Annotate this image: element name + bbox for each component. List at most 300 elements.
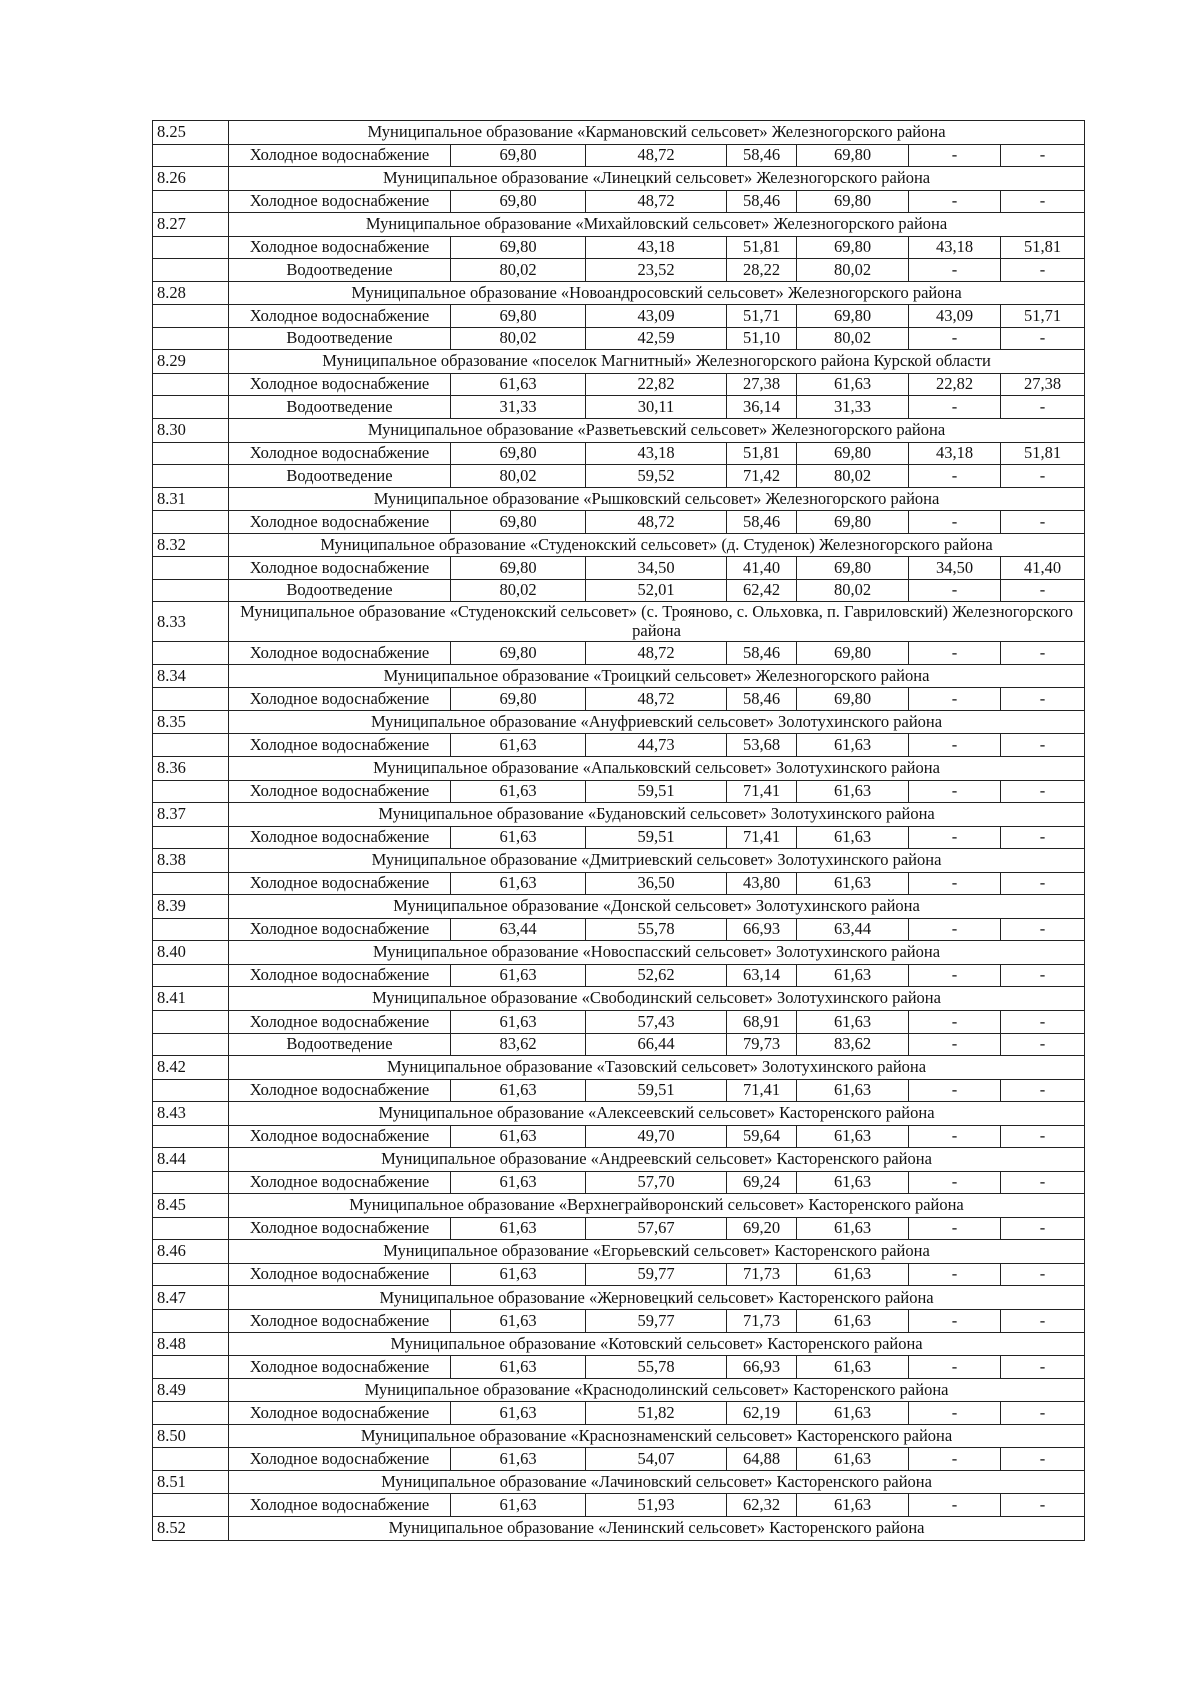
empty-number-cell xyxy=(153,734,229,757)
section-number: 8.39 xyxy=(153,895,229,919)
tariff-row xyxy=(153,964,1085,987)
empty-number-cell xyxy=(153,1217,229,1240)
tariff-value-cell: 69,80 xyxy=(797,144,909,167)
tariff-value-cell: 23,52 xyxy=(586,259,727,282)
empty-number-cell xyxy=(153,1079,229,1102)
tariff-value-cell: 69,80 xyxy=(797,442,909,465)
section-header-row xyxy=(153,849,1085,873)
tariff-value-cell: - xyxy=(909,190,1001,213)
tariff-value-cell: 61,63 xyxy=(797,1011,909,1034)
tariff-row xyxy=(153,826,1085,849)
tariff-row xyxy=(153,872,1085,895)
section-header-row xyxy=(153,487,1085,511)
section-header-row xyxy=(153,602,1085,642)
tariff-value-cell: 61,63 xyxy=(797,1310,909,1333)
section-number: 8.25 xyxy=(153,121,229,145)
municipality-title: Муниципальное образование «Разветьевский сельсовет» Железногорского района xyxy=(229,418,1085,442)
section-header-row xyxy=(153,1056,1085,1080)
tariff-row xyxy=(153,1079,1085,1102)
tariff-value-cell: 62,32 xyxy=(727,1494,797,1517)
tariff-row xyxy=(153,1125,1085,1148)
tariff-row xyxy=(153,144,1085,167)
tariff-value-cell: 61,63 xyxy=(797,1402,909,1425)
tariff-row xyxy=(153,442,1085,465)
municipality-title: Муниципальное образование «Михайловский сельсовет» Железногорского района xyxy=(229,213,1085,237)
tariff-value-cell: 48,72 xyxy=(586,144,727,167)
tariff-value-cell: 61,63 xyxy=(451,1079,586,1102)
tariff-row xyxy=(153,236,1085,259)
tariff-value-cell: 43,09 xyxy=(909,305,1001,328)
tariff-value-cell: - xyxy=(909,688,1001,711)
tariff-value-cell: - xyxy=(909,1217,1001,1240)
municipality-title: Муниципальное образование «Жерновецкий сельсовет» Касторенского района xyxy=(229,1286,1085,1310)
tariff-value-cell: 55,78 xyxy=(586,918,727,941)
service-name-cell: Холодное водоснабжение xyxy=(229,1125,451,1148)
section-header-row xyxy=(153,1148,1085,1172)
service-name-cell: Холодное водоснабжение xyxy=(229,1494,451,1517)
tariff-value-cell: 41,40 xyxy=(1001,557,1085,580)
tariff-value-cell: 61,63 xyxy=(797,1356,909,1379)
service-name-cell: Холодное водоснабжение xyxy=(229,442,451,465)
tariff-value-cell: 61,63 xyxy=(797,964,909,987)
service-name-cell: Холодное водоснабжение xyxy=(229,1310,451,1333)
tariff-value-cell: 30,11 xyxy=(586,396,727,419)
tariff-value-cell: - xyxy=(909,1125,1001,1148)
municipality-title: Муниципальное образование «Котовский сельсовет» Касторенского района xyxy=(229,1332,1085,1356)
tariff-value-cell: - xyxy=(1001,964,1085,987)
tariff-value-cell: 66,44 xyxy=(586,1033,727,1056)
tariff-row xyxy=(153,688,1085,711)
tariff-value-cell: 43,09 xyxy=(586,305,727,328)
tariff-value-cell: 69,80 xyxy=(797,305,909,328)
empty-number-cell xyxy=(153,964,229,987)
municipality-title: Муниципальное образование «Свободинский сельсовет» Золотухинского района xyxy=(229,987,1085,1011)
tariff-value-cell: - xyxy=(1001,511,1085,534)
section-header-row xyxy=(153,664,1085,688)
tariff-value-cell: 69,80 xyxy=(451,688,586,711)
tariff-row xyxy=(153,1356,1085,1379)
empty-number-cell xyxy=(153,190,229,213)
tariff-value-cell: - xyxy=(909,1356,1001,1379)
tariff-value-cell: 61,63 xyxy=(797,1079,909,1102)
tariff-value-cell: 59,52 xyxy=(586,465,727,488)
section-header-row xyxy=(153,418,1085,442)
tariff-table xyxy=(152,120,1085,1541)
tariff-value-cell: - xyxy=(1001,1033,1085,1056)
section-number: 8.50 xyxy=(153,1424,229,1448)
tariff-value-cell: 34,50 xyxy=(586,557,727,580)
service-name-cell: Водоотведение xyxy=(229,327,451,350)
tariff-value-cell: 66,93 xyxy=(727,918,797,941)
tariff-value-cell: - xyxy=(1001,396,1085,419)
empty-number-cell xyxy=(153,373,229,396)
tariff-row xyxy=(153,579,1085,602)
section-number: 8.44 xyxy=(153,1148,229,1172)
tariff-value-cell: - xyxy=(909,144,1001,167)
section-header-row xyxy=(153,1240,1085,1264)
empty-number-cell xyxy=(153,396,229,419)
tariff-value-cell: - xyxy=(909,1402,1001,1425)
tariff-row xyxy=(153,1171,1085,1194)
tariff-value-cell: - xyxy=(1001,465,1085,488)
tariff-value-cell: - xyxy=(1001,1079,1085,1102)
tariff-value-cell: 69,80 xyxy=(451,144,586,167)
service-name-cell: Холодное водоснабжение xyxy=(229,1448,451,1471)
tariff-value-cell: - xyxy=(909,1310,1001,1333)
tariff-value-cell: 69,80 xyxy=(451,236,586,259)
tariff-row xyxy=(153,1011,1085,1034)
tariff-row xyxy=(153,259,1085,282)
empty-number-cell xyxy=(153,1448,229,1471)
tariff-value-cell: 71,73 xyxy=(727,1310,797,1333)
empty-number-cell xyxy=(153,1125,229,1148)
tariff-value-cell: 61,63 xyxy=(451,1217,586,1240)
municipality-title: Муниципальное образование «Краснодолинский сельсовет» Касторенского района xyxy=(229,1378,1085,1402)
section-number: 8.48 xyxy=(153,1332,229,1356)
tariff-row xyxy=(153,1310,1085,1333)
tariff-value-cell: 61,63 xyxy=(797,373,909,396)
section-number: 8.33 xyxy=(153,602,229,642)
tariff-value-cell: 80,02 xyxy=(797,259,909,282)
tariff-value-cell: 80,02 xyxy=(451,579,586,602)
tariff-value-cell: 61,63 xyxy=(451,1011,586,1034)
tariff-value-cell: 69,80 xyxy=(451,557,586,580)
section-header-row xyxy=(153,1516,1085,1540)
tariff-value-cell: 36,50 xyxy=(586,872,727,895)
tariff-value-cell: 69,80 xyxy=(797,688,909,711)
municipality-title: Муниципальное образование «Тазовский сельсовет» Золотухинского района xyxy=(229,1056,1085,1080)
tariff-row xyxy=(153,327,1085,350)
service-name-cell: Холодное водоснабжение xyxy=(229,373,451,396)
municipality-title: Муниципальное образование «Линецкий сельсовет» Железногорского района xyxy=(229,167,1085,191)
tariff-value-cell: 61,63 xyxy=(797,872,909,895)
municipality-title: Муниципальное образование «Новоспасский сельсовет» Золотухинского района xyxy=(229,941,1085,965)
tariff-value-cell: 71,41 xyxy=(727,1079,797,1102)
tariff-value-cell: - xyxy=(909,872,1001,895)
tariff-value-cell: 22,82 xyxy=(586,373,727,396)
municipality-title: Муниципальное образование «Ануфриевский сельсовет» Золотухинского района xyxy=(229,710,1085,734)
municipality-title: Муниципальное образование «Андреевский сельсовет» Касторенского района xyxy=(229,1148,1085,1172)
tariff-value-cell: 42,59 xyxy=(586,327,727,350)
tariff-value-cell: 69,80 xyxy=(797,642,909,665)
tariff-value-cell: - xyxy=(909,826,1001,849)
empty-number-cell xyxy=(153,826,229,849)
tariff-row xyxy=(153,1494,1085,1517)
tariff-value-cell: - xyxy=(909,1079,1001,1102)
tariff-value-cell: 59,77 xyxy=(586,1263,727,1286)
tariff-value-cell: 54,07 xyxy=(586,1448,727,1471)
municipality-title: Муниципальное образование «Донской сельсовет» Золотухинского района xyxy=(229,895,1085,919)
tariff-value-cell: 55,78 xyxy=(586,1356,727,1379)
tariff-value-cell: 61,63 xyxy=(451,872,586,895)
empty-number-cell xyxy=(153,1310,229,1333)
tariff-value-cell: 57,43 xyxy=(586,1011,727,1034)
section-header-row xyxy=(153,281,1085,305)
tariff-value-cell: 61,63 xyxy=(451,734,586,757)
tariff-value-cell: 58,46 xyxy=(727,642,797,665)
tariff-value-cell: - xyxy=(909,1033,1001,1056)
tariff-value-cell: 61,63 xyxy=(797,1494,909,1517)
service-name-cell: Холодное водоснабжение xyxy=(229,1402,451,1425)
section-number: 8.37 xyxy=(153,803,229,827)
empty-number-cell xyxy=(153,642,229,665)
tariff-value-cell: 62,42 xyxy=(727,579,797,602)
tariff-value-cell: 69,80 xyxy=(451,305,586,328)
service-name-cell: Холодное водоснабжение xyxy=(229,826,451,849)
service-name-cell: Холодное водоснабжение xyxy=(229,688,451,711)
tariff-value-cell: 71,41 xyxy=(727,826,797,849)
section-header-row xyxy=(153,895,1085,919)
tariff-value-cell: 44,73 xyxy=(586,734,727,757)
section-number: 8.43 xyxy=(153,1102,229,1126)
tariff-value-cell: 80,02 xyxy=(451,465,586,488)
tariff-value-cell: 31,33 xyxy=(797,396,909,419)
empty-number-cell xyxy=(153,918,229,941)
tariff-row xyxy=(153,465,1085,488)
tariff-value-cell: 58,46 xyxy=(727,144,797,167)
tariff-value-cell: 51,71 xyxy=(1001,305,1085,328)
tariff-row xyxy=(153,642,1085,665)
tariff-value-cell: 43,80 xyxy=(727,872,797,895)
municipality-title: Муниципальное образование «Егорьевский сельсовет» Касторенского района xyxy=(229,1240,1085,1264)
empty-number-cell xyxy=(153,1171,229,1194)
service-name-cell: Холодное водоснабжение xyxy=(229,918,451,941)
empty-number-cell xyxy=(153,780,229,803)
section-number: 8.41 xyxy=(153,987,229,1011)
tariff-row xyxy=(153,190,1085,213)
tariff-value-cell: 61,63 xyxy=(451,1494,586,1517)
tariff-value-cell: - xyxy=(1001,872,1085,895)
tariff-value-cell: 43,18 xyxy=(586,442,727,465)
service-name-cell: Холодное водоснабжение xyxy=(229,1356,451,1379)
tariff-value-cell: 59,64 xyxy=(727,1125,797,1148)
tariff-value-cell: 83,62 xyxy=(451,1033,586,1056)
tariff-value-cell: 51,81 xyxy=(727,236,797,259)
tariff-value-cell: 59,77 xyxy=(586,1310,727,1333)
tariff-value-cell: - xyxy=(1001,780,1085,803)
tariff-value-cell: 79,73 xyxy=(727,1033,797,1056)
tariff-value-cell: 80,02 xyxy=(797,579,909,602)
section-header-row xyxy=(153,1332,1085,1356)
section-header-row xyxy=(153,1378,1085,1402)
tariff-value-cell: 61,63 xyxy=(451,1125,586,1148)
tariff-value-cell: 41,40 xyxy=(727,557,797,580)
tariff-row xyxy=(153,305,1085,328)
municipality-title: Муниципальное образование «Апальковский сельсовет» Золотухинского района xyxy=(229,756,1085,780)
tariff-value-cell: 52,01 xyxy=(586,579,727,602)
tariff-value-cell: - xyxy=(1001,688,1085,711)
tariff-value-cell: - xyxy=(1001,144,1085,167)
tariff-value-cell: 59,51 xyxy=(586,1079,727,1102)
tariff-value-cell: 34,50 xyxy=(909,557,1001,580)
tariff-value-cell: 48,72 xyxy=(586,190,727,213)
tariff-row xyxy=(153,557,1085,580)
tariff-value-cell: 61,63 xyxy=(451,1263,586,1286)
service-name-cell: Водоотведение xyxy=(229,579,451,602)
tariff-value-cell: 61,63 xyxy=(451,1171,586,1194)
tariff-value-cell: - xyxy=(1001,1402,1085,1425)
tariff-value-cell: - xyxy=(909,1011,1001,1034)
service-name-cell: Холодное водоснабжение xyxy=(229,642,451,665)
empty-number-cell xyxy=(153,1356,229,1379)
service-name-cell: Холодное водоснабжение xyxy=(229,511,451,534)
tariff-value-cell: 69,80 xyxy=(451,642,586,665)
tariff-value-cell: 28,22 xyxy=(727,259,797,282)
section-number: 8.45 xyxy=(153,1194,229,1218)
tariff-value-cell: 61,63 xyxy=(797,780,909,803)
tariff-value-cell: 80,02 xyxy=(451,327,586,350)
service-name-cell: Холодное водоснабжение xyxy=(229,305,451,328)
tariff-value-cell: - xyxy=(909,327,1001,350)
tariff-row xyxy=(153,1263,1085,1286)
tariff-value-cell: 58,46 xyxy=(727,688,797,711)
municipality-title: Муниципальное образование «Студенокский сельсовет» (с. Трояново, с. Ольховка, п. Гавриловский) Железногорского района xyxy=(229,602,1085,642)
service-name-cell: Водоотведение xyxy=(229,465,451,488)
tariff-value-cell: 48,72 xyxy=(586,642,727,665)
tariff-value-cell: - xyxy=(1001,1494,1085,1517)
tariff-value-cell: 61,63 xyxy=(797,734,909,757)
section-header-row xyxy=(153,803,1085,827)
municipality-title: Муниципальное образование «поселок Магнитный» Железногорского района Курской области xyxy=(229,350,1085,374)
municipality-title: Муниципальное образование «Ленинский сельсовет» Касторенского района xyxy=(229,1516,1085,1540)
tariff-value-cell: 48,72 xyxy=(586,511,727,534)
tariff-value-cell: - xyxy=(1001,1171,1085,1194)
tariff-row xyxy=(153,780,1085,803)
tariff-value-cell: - xyxy=(909,642,1001,665)
municipality-title: Муниципальное образование «Верхнеграйворонский сельсовет» Касторенского района xyxy=(229,1194,1085,1218)
tariff-value-cell: 59,51 xyxy=(586,780,727,803)
tariff-value-cell: - xyxy=(909,396,1001,419)
tariff-value-cell: 31,33 xyxy=(451,396,586,419)
tariff-value-cell: - xyxy=(909,734,1001,757)
tariff-value-cell: 69,80 xyxy=(797,190,909,213)
tariff-value-cell: - xyxy=(909,1171,1001,1194)
section-number: 8.26 xyxy=(153,167,229,191)
tariff-value-cell: 51,81 xyxy=(727,442,797,465)
empty-number-cell xyxy=(153,1402,229,1425)
service-name-cell: Холодное водоснабжение xyxy=(229,557,451,580)
tariff-value-cell: 62,19 xyxy=(727,1402,797,1425)
section-number: 8.38 xyxy=(153,849,229,873)
tariff-value-cell: - xyxy=(1001,1263,1085,1286)
tariff-value-cell: 71,42 xyxy=(727,465,797,488)
service-name-cell: Холодное водоснабжение xyxy=(229,1079,451,1102)
tariff-value-cell: 52,62 xyxy=(586,964,727,987)
tariff-value-cell: 61,63 xyxy=(451,1310,586,1333)
section-header-row xyxy=(153,121,1085,145)
tariff-value-cell: 71,41 xyxy=(727,780,797,803)
tariff-value-cell: 61,63 xyxy=(797,1171,909,1194)
tariff-row xyxy=(153,1402,1085,1425)
tariff-value-cell: 43,18 xyxy=(586,236,727,259)
tariff-value-cell: 69,80 xyxy=(451,442,586,465)
service-name-cell: Холодное водоснабжение xyxy=(229,144,451,167)
service-name-cell: Холодное водоснабжение xyxy=(229,964,451,987)
tariff-value-cell: 61,63 xyxy=(451,1448,586,1471)
section-header-row xyxy=(153,1470,1085,1494)
municipality-title: Муниципальное образование «Кармановский сельсовет» Железногорского района xyxy=(229,121,1085,145)
service-name-cell: Холодное водоснабжение xyxy=(229,1217,451,1240)
empty-number-cell xyxy=(153,144,229,167)
tariff-value-cell: 61,63 xyxy=(451,964,586,987)
service-name-cell: Холодное водоснабжение xyxy=(229,236,451,259)
empty-number-cell xyxy=(153,688,229,711)
tariff-value-cell: 51,93 xyxy=(586,1494,727,1517)
tariff-value-cell: - xyxy=(909,465,1001,488)
tariff-value-cell: 71,73 xyxy=(727,1263,797,1286)
section-header-row xyxy=(153,1102,1085,1126)
service-name-cell: Холодное водоснабжение xyxy=(229,1171,451,1194)
tariff-value-cell: - xyxy=(1001,190,1085,213)
section-number: 8.30 xyxy=(153,418,229,442)
section-number: 8.31 xyxy=(153,487,229,511)
section-number: 8.40 xyxy=(153,941,229,965)
section-header-row xyxy=(153,1286,1085,1310)
tariff-value-cell: 27,38 xyxy=(727,373,797,396)
tariff-value-cell: 57,67 xyxy=(586,1217,727,1240)
tariff-value-cell: - xyxy=(909,511,1001,534)
tariff-value-cell: 63,44 xyxy=(451,918,586,941)
empty-number-cell xyxy=(153,1494,229,1517)
tariff-row xyxy=(153,1217,1085,1240)
tariff-value-cell: - xyxy=(909,1494,1001,1517)
tariff-value-cell: - xyxy=(1001,1217,1085,1240)
tariff-value-cell: 68,91 xyxy=(727,1011,797,1034)
section-number: 8.28 xyxy=(153,281,229,305)
tariff-value-cell: - xyxy=(1001,734,1085,757)
tariff-row xyxy=(153,511,1085,534)
tariff-value-cell: - xyxy=(909,579,1001,602)
empty-number-cell xyxy=(153,1033,229,1056)
tariff-value-cell: - xyxy=(909,1263,1001,1286)
empty-number-cell xyxy=(153,872,229,895)
tariff-value-cell: 43,18 xyxy=(909,442,1001,465)
service-name-cell: Холодное водоснабжение xyxy=(229,1011,451,1034)
tariff-value-cell: 80,02 xyxy=(451,259,586,282)
tariff-value-cell: 61,63 xyxy=(451,826,586,849)
tariff-value-cell: - xyxy=(909,780,1001,803)
section-number: 8.36 xyxy=(153,756,229,780)
tariff-value-cell: 83,62 xyxy=(797,1033,909,1056)
tariff-value-cell: 49,70 xyxy=(586,1125,727,1148)
tariff-value-cell: 27,38 xyxy=(1001,373,1085,396)
tariff-value-cell: - xyxy=(1001,826,1085,849)
empty-number-cell xyxy=(153,442,229,465)
tariff-value-cell: - xyxy=(909,964,1001,987)
section-number: 8.49 xyxy=(153,1378,229,1402)
tariff-value-cell: 53,68 xyxy=(727,734,797,757)
municipality-title: Муниципальное образование «Студенокский сельсовет» (д. Студенок) Железногорского района xyxy=(229,533,1085,557)
empty-number-cell xyxy=(153,465,229,488)
tariff-value-cell: - xyxy=(1001,1448,1085,1471)
tariff-value-cell: 36,14 xyxy=(727,396,797,419)
section-number: 8.34 xyxy=(153,664,229,688)
empty-number-cell xyxy=(153,511,229,534)
municipality-title: Муниципальное образование «Будановский сельсовет» Золотухинского района xyxy=(229,803,1085,827)
tariff-value-cell: - xyxy=(1001,259,1085,282)
tariff-row xyxy=(153,1448,1085,1471)
tariff-value-cell: 58,46 xyxy=(727,511,797,534)
tariff-value-cell: 61,63 xyxy=(451,373,586,396)
tariff-value-cell: 63,14 xyxy=(727,964,797,987)
tariff-value-cell: 48,72 xyxy=(586,688,727,711)
tariff-value-cell: 22,82 xyxy=(909,373,1001,396)
tariff-value-cell: 61,63 xyxy=(797,1217,909,1240)
tariff-value-cell: 59,51 xyxy=(586,826,727,849)
municipality-title: Муниципальное образование «Новоандросовский сельсовет» Железногорского района xyxy=(229,281,1085,305)
tariff-value-cell: 61,63 xyxy=(451,780,586,803)
section-header-row xyxy=(153,213,1085,237)
